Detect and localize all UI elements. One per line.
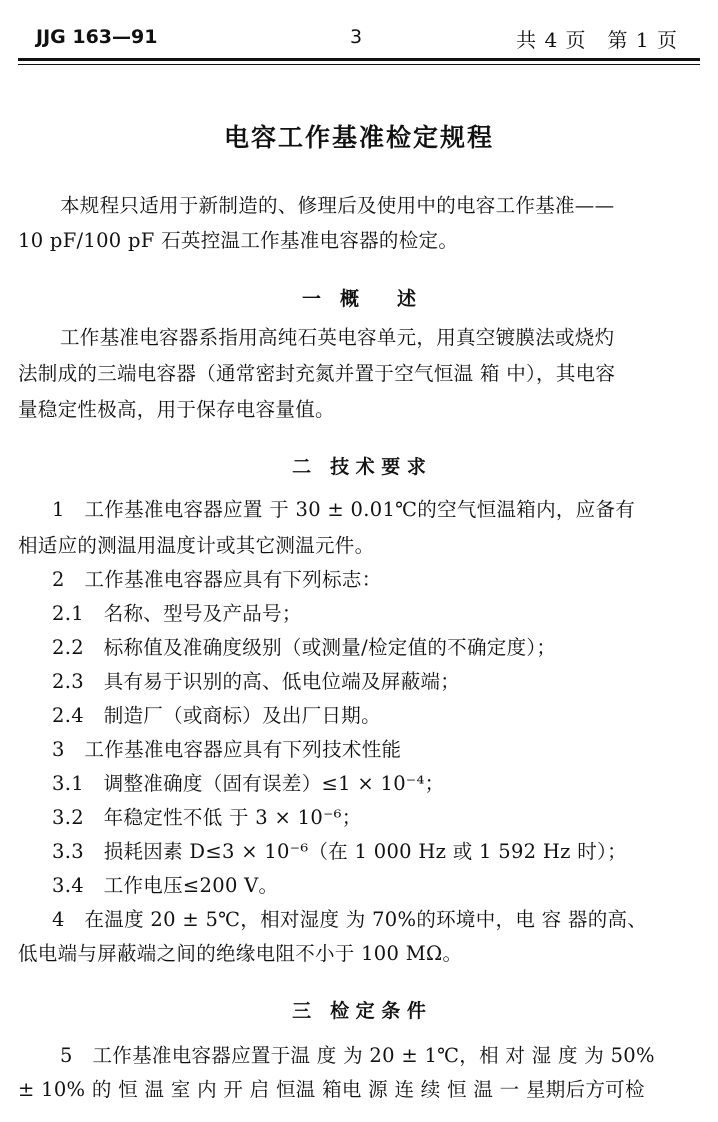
page-count: 共 4 页 第 1 页	[516, 28, 678, 52]
clause-line: 4 在温度 20 ± 5℃，相对湿度 为 70%的环境中，电 容 器的高、	[52, 908, 648, 931]
clause-line: ± 10% 的 恒 温 室 内 开 启 恒温 箱电 源 连 续 恒 温 一 星期后方可检	[18, 1078, 645, 1101]
header-rule-thick	[18, 58, 700, 61]
clause-line: 5 工作基准电容器应置于温 度 为 20 ± 1℃，相 对 湿 度 为 50%	[60, 1044, 655, 1067]
clause-line: 3.3 损耗因素 D≤3 × 10⁻⁶（在 1 000 Hz 或 1 592 Hz 时）；	[52, 840, 627, 863]
clause-line: 3.2 年稳定性不低 于 3 × 10⁻⁶；	[52, 806, 362, 829]
intro-line: 10 pF/100 pF 石英控温工作基准电容器的检定。	[18, 229, 459, 252]
header-rule-thin	[18, 64, 700, 65]
clause-line: 2.1 名称、型号及产品号；	[52, 602, 302, 625]
section-heading-technical-requirements: 二 技 术 要 求	[292, 456, 426, 478]
clause-line: 低电端与屏蔽端之间的绝缘电阻不小于 100 MΩ。	[18, 942, 463, 965]
clause-line: 1 工作基准电容器应置 于 30 ± 0.01℃的空气恒温箱内，应备有	[52, 498, 636, 521]
page-header	[20, 22, 698, 56]
clause-line: 2.3 具有易于识别的高、低电位端及屏蔽端；	[52, 670, 461, 693]
paragraph-line: 工作基准电容器系指用高纯石英电容单元，用真空镀膜法或烧灼	[60, 326, 615, 349]
section-heading-overview: 一 概 述	[301, 288, 416, 310]
clause-line: 2.4 制造厂（或商标）及出厂日期。	[52, 704, 381, 727]
clause-line: 2.2 标称值及准确度级别（或测量/检定值的不确定度）；	[52, 636, 557, 659]
standard-number: JJG 163—91	[36, 26, 158, 48]
intro-line: 本规程只适用于新制造的、修理后及使用中的电容工作基准——	[60, 194, 615, 217]
clause-line: 3.4 工作电压≤200 V。	[52, 874, 279, 897]
clause-line: 3 工作基准电容器应具有下列技术性能	[52, 738, 402, 761]
document-title: 电容工作基准检定规程	[223, 123, 494, 152]
clause-line: 相适应的测温用温度计或其它测温元件。	[18, 534, 375, 557]
section-heading-verification-conditions: 三 检 定 条 件	[292, 1000, 426, 1022]
page-number: 3	[350, 26, 363, 48]
clause-line: 3.1 调整准确度（固有误差）≤1 × 10⁻⁴；	[52, 772, 445, 795]
paragraph-line: 法制成的三端电容器（通常密封充氮并置于空气恒温 箱 中），其电容	[18, 362, 616, 385]
clause-line: 2 工作基准电容器应具有下列标志：	[52, 568, 382, 591]
paragraph-line: 量稳定性极高，用于保存电容量值。	[18, 398, 335, 421]
